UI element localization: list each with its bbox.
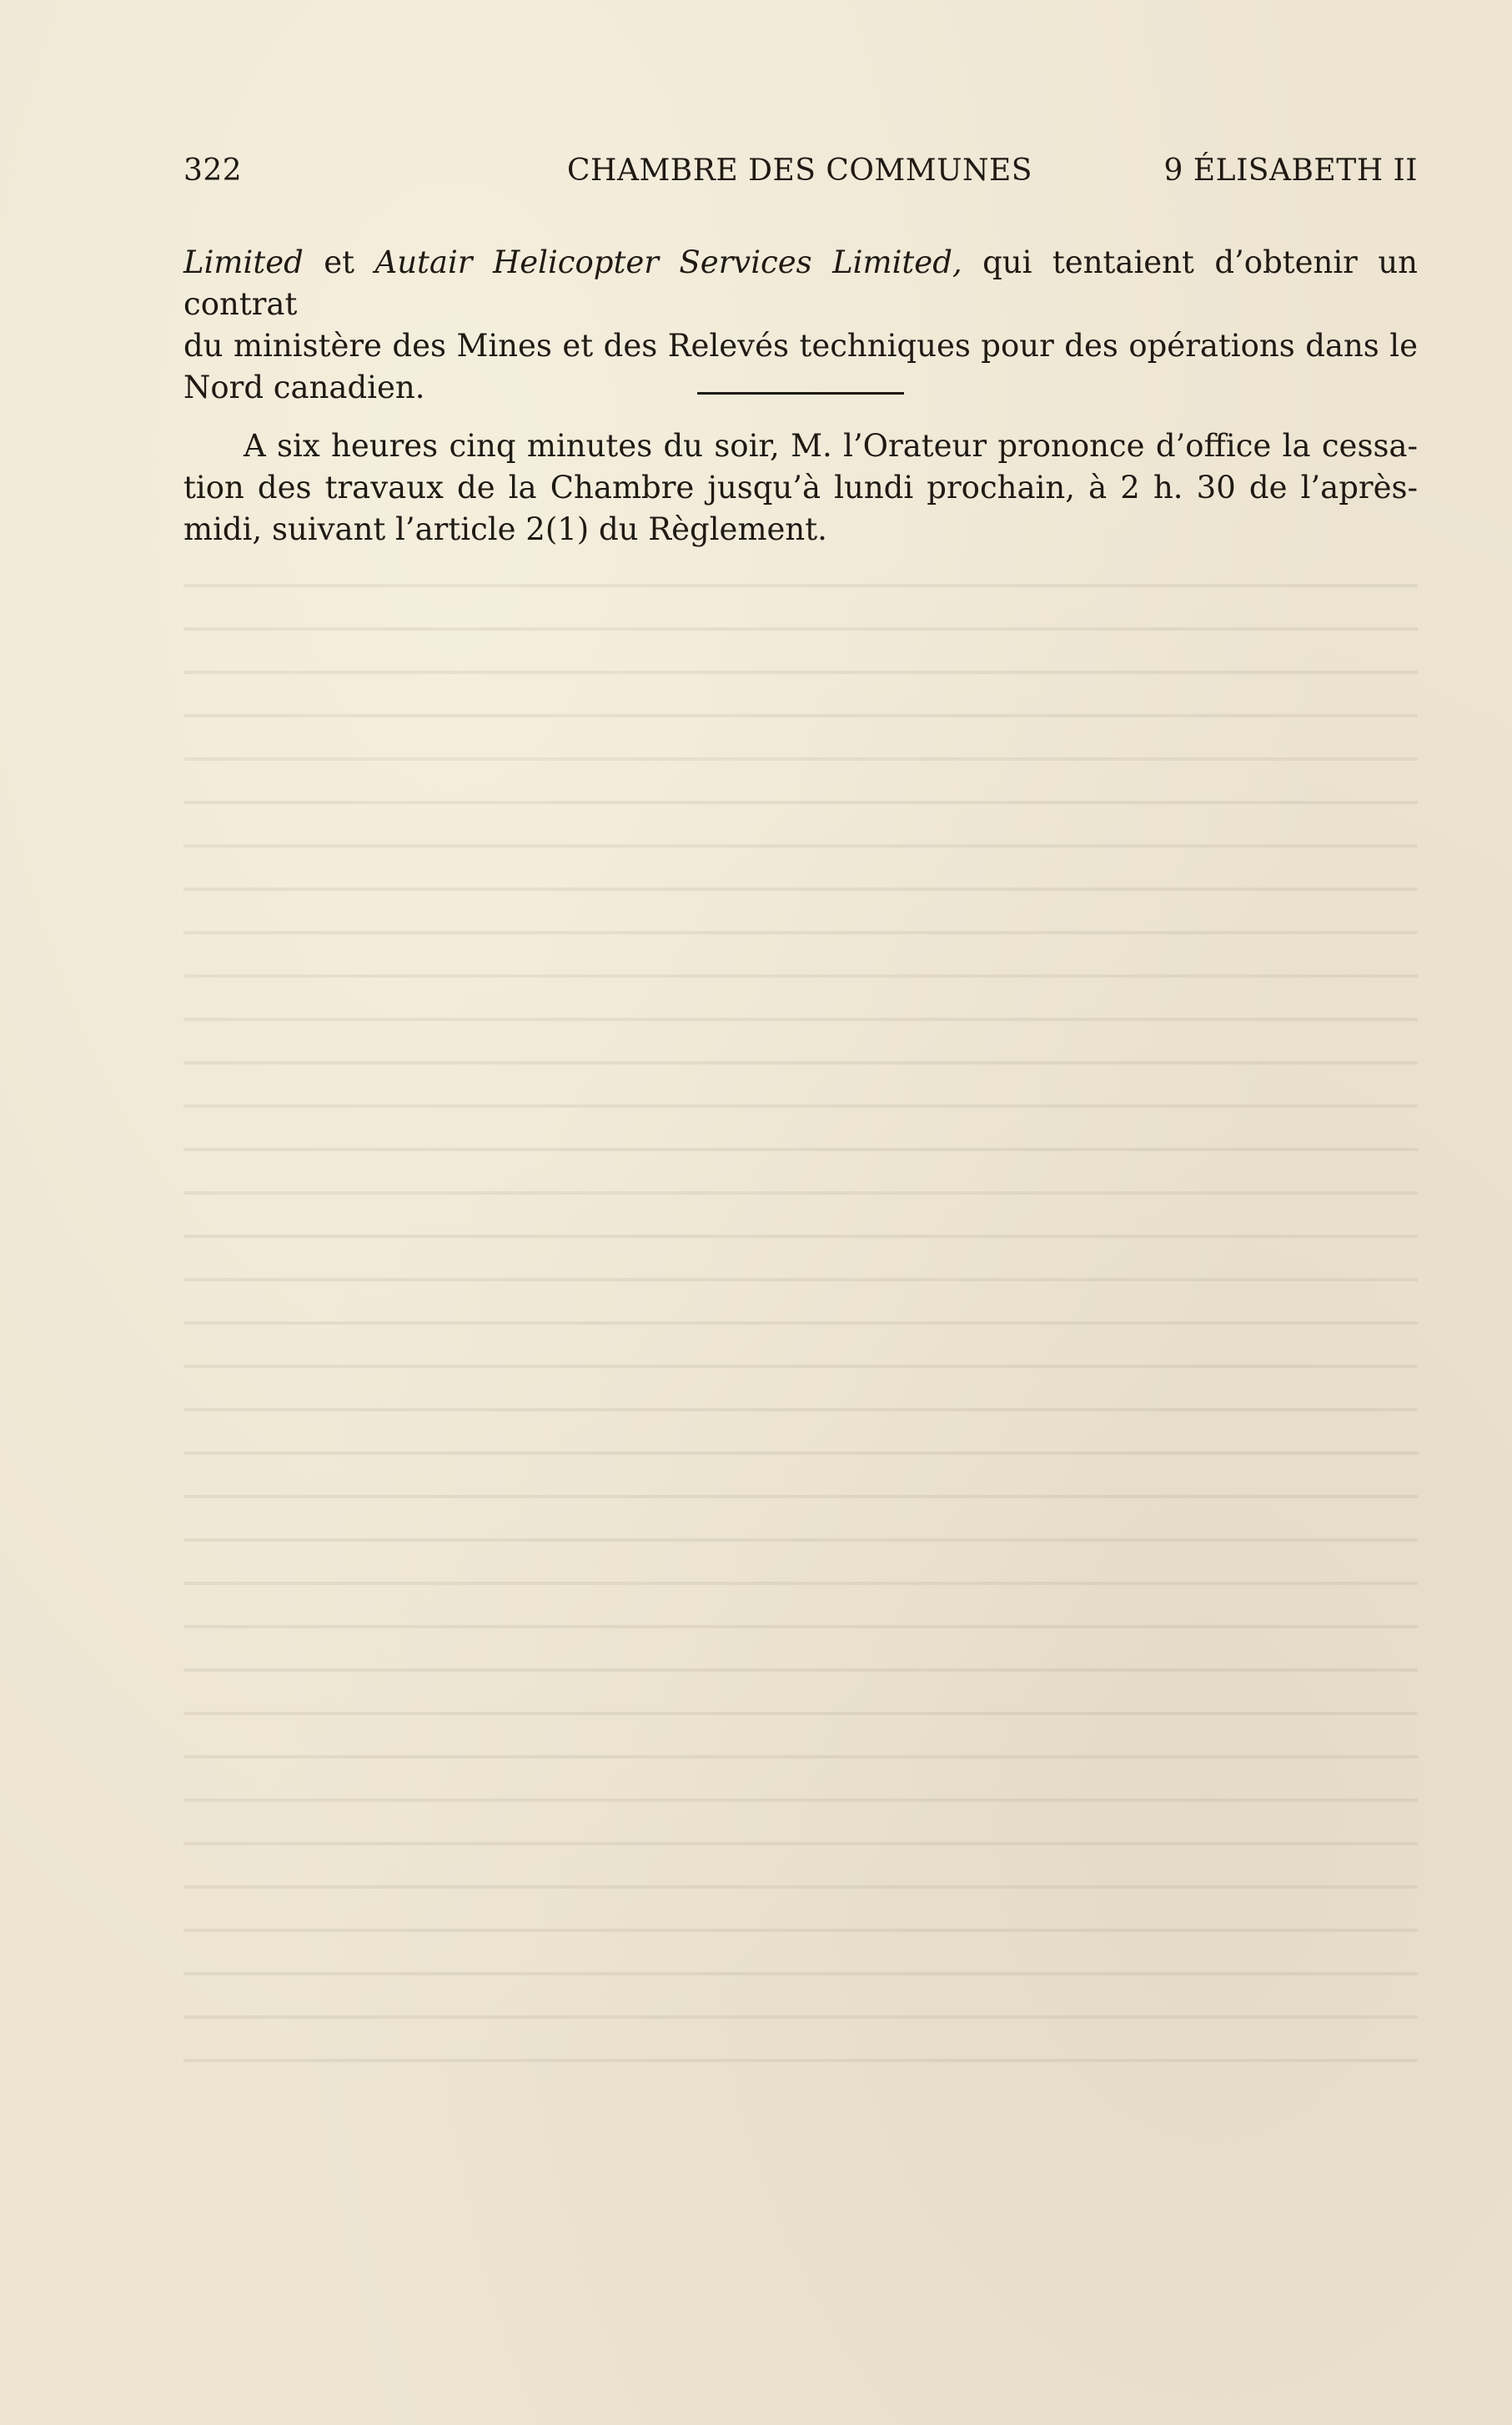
- paragraph-line: [183, 242, 1418, 325]
- paragraph-text: qui tentaient d’obtenir un contrat: [183, 244, 1418, 322]
- running-title: CHAMBRE DES COMMUNES: [567, 153, 1032, 188]
- paragraph-line: Nord canadien.: [183, 370, 425, 405]
- paragraph-contract: [183, 242, 1418, 409]
- italic-company-name: Autair Helicopter Services Limited,: [374, 244, 962, 280]
- italic-company-name: Limited: [183, 244, 304, 280]
- regnal-year: 9 ÉLISABETH II: [1163, 153, 1418, 188]
- paragraph-adjournment: [183, 425, 1418, 551]
- paragraph-line: midi, suivant l’article 2(1) du Règlement.: [183, 511, 827, 547]
- section-divider: [697, 392, 904, 395]
- bleed-through-texture: [183, 584, 1418, 2169]
- page-number: 322: [183, 153, 243, 188]
- paragraph-line: du ministère des Mines et des Relevés techniques pour des opérations dans le: [183, 328, 1418, 364]
- paragraph-line: tion des travaux de la Chambre jusqu’à lundi prochain, à 2 h. 30 de l’après-: [183, 470, 1418, 506]
- connector-text: et: [303, 244, 375, 280]
- page-header: [183, 153, 1418, 204]
- paragraph-line: A six heures cinq minutes du soir, M. l’Orateur prononce d’office la cessa-: [244, 428, 1418, 464]
